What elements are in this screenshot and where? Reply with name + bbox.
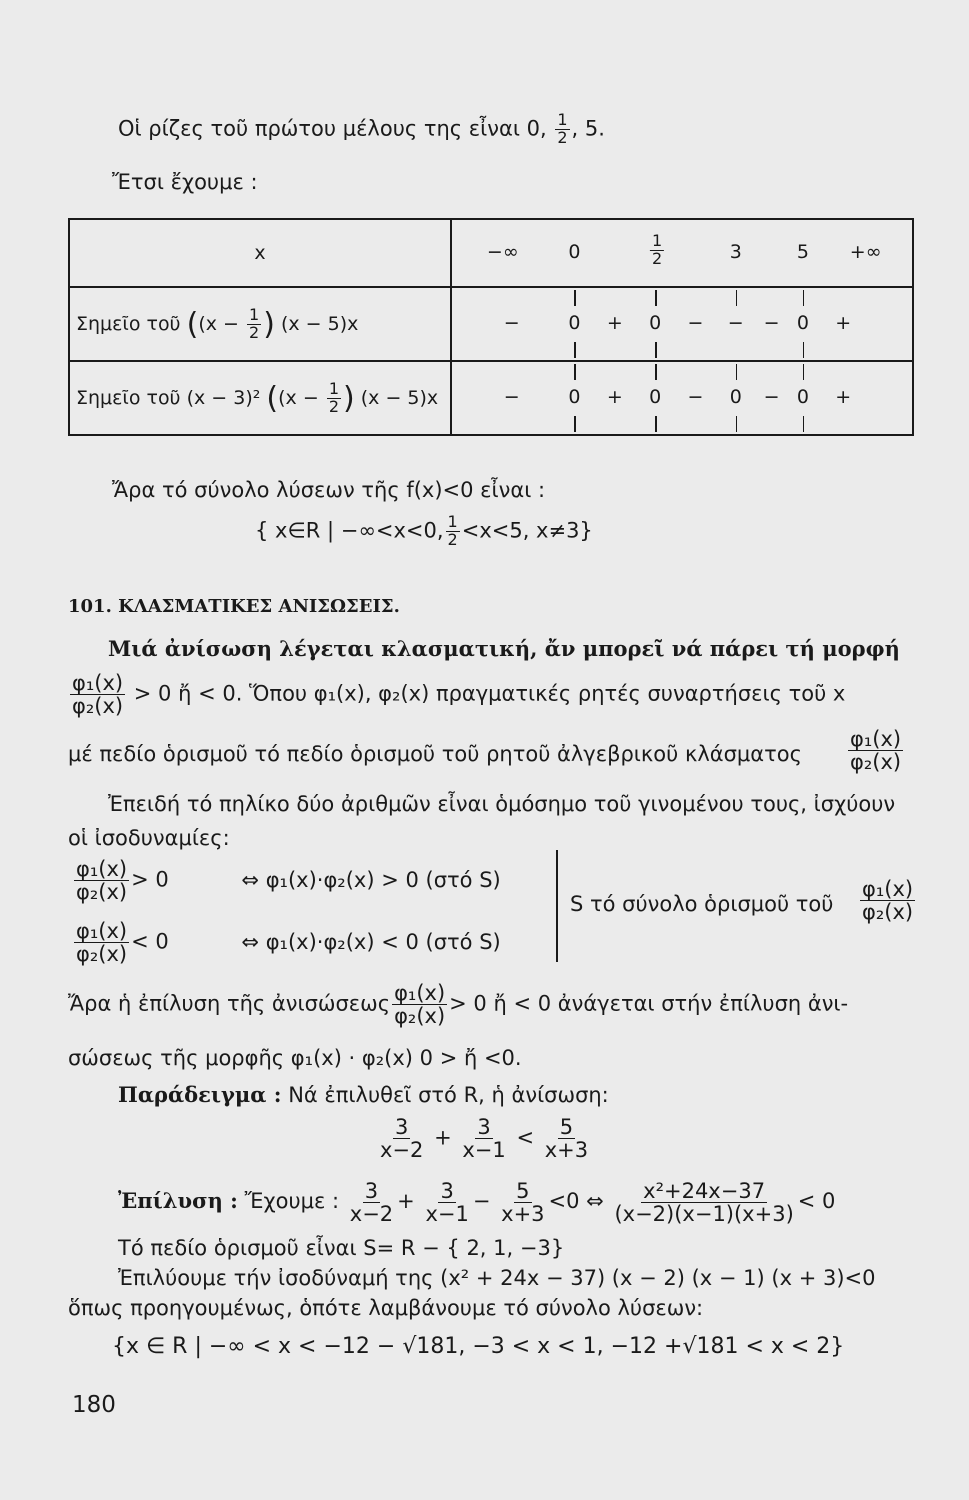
domain-fraction: $\frac{\text{φ₁(x)}}{\text{φ₂(x)}}$	[850, 727, 902, 775]
row2-sign: −	[687, 386, 704, 408]
row2-sign: −	[503, 386, 520, 408]
row1-sign: 0	[649, 312, 662, 334]
roots-fraction: $\frac{1}{2}$	[557, 110, 568, 147]
example-inequality: $\frac{3}{x-2}$ + $\frac{3}{x-1}$ < $\frac{5}{x+3}$	[380, 1115, 589, 1163]
row1-sign: +	[835, 312, 852, 334]
sign-table	[68, 218, 914, 436]
equivalence-2: $\frac{\text{φ₁(x)}}{\text{φ₂(x)}}$ < 0 ⇔ φ₁(x)·φ₂(x) < 0 (στό S)	[76, 919, 501, 967]
row2-sign: 0	[568, 386, 581, 408]
header-x-label: x	[69, 219, 451, 287]
solve-line: Ἐπιλύουμε τήν ἰσοδύναμή της (x² + 24x − 37) (x − 2) (x − 1) (x + 3)<0	[118, 1266, 876, 1290]
equivalence-1: $\frac{\text{φ₁(x)}}{\text{φ₂(x)}}$ > 0 ⇔ φ₁(x)·φ₂(x) > 0 (στό S)	[76, 857, 501, 905]
solution-text: Ἄρα τό σύνολο λύσεων τῆς f(x)<0 εἶναι :	[112, 478, 546, 502]
section-title: 101. ΚΛΑΣΜΑΤΙΚΕΣ ΑΝΙΣΩΣΕΙΣ.	[68, 596, 400, 617]
equivalence-divider	[556, 850, 558, 962]
row2-sign: 0	[649, 386, 662, 408]
row2-sign: +	[606, 386, 623, 408]
final-solution-set: {x ∈ R | −∞ < x < −12 − √181, −3 < x < 1, −12 +√181 < x < 2}	[112, 1334, 845, 1359]
header-values	[451, 219, 913, 287]
example-line: Παράδειγμα : Νά ἐπιλυθεῖ στό R, ἡ ἀνίσωση:	[118, 1082, 609, 1107]
row2-sign: −	[763, 386, 780, 408]
s-domain-fraction: $\frac{\text{φ₁(x)}}{\text{φ₂(x)}}$	[862, 877, 914, 925]
roots-line: Οἱ ρίζες τοῦ πρώτου μέλους της εἶναι 0, $\frac{1}{2}$ , 5.	[118, 110, 605, 147]
page-number: 180	[72, 1392, 116, 1418]
row2-label: Σημεῖο τοῦ (x − 3)² ((x − $\frac{1}{2}$ ) (x − 5)x	[69, 361, 451, 435]
reduction-line-2: σώσεως τῆς μορφῆς φ₁(x) · φ₂(x) 0 > ἤ <0.	[68, 1046, 522, 1070]
header-value-neg-inf: −∞	[486, 241, 519, 263]
definition-formula: $\frac{\text{φ₁(x)}}{\text{φ₂(x)}}$ > 0 ἤ < 0. Ὅπου φ₁(x), φ₂(x) πραγματικές ρητές συναρτήσεις τοῦ x	[72, 671, 846, 719]
row2-sign: 0	[796, 386, 809, 408]
sign-table-row-2	[69, 361, 913, 435]
solution-set: { x∈R | −∞<x<0, $\frac{1}{2}$ <x<5, x≠3}	[255, 512, 593, 549]
s-domain-text: S τό σύνολο ὁρισμοῦ τοῦ	[570, 892, 834, 916]
row1-sign: −	[503, 312, 520, 334]
row1-label: Σημεῖο τοῦ ((x − $\frac{1}{2}$ ) (x − 5)x	[69, 287, 451, 361]
header-value-0: 0	[568, 241, 581, 263]
reduction-line: Ἄρα ἡ ἐπίλυση τῆς ἀνισώσεως $\frac{\text{φ₁(x)}}{\text{φ₂(x)}}$ > 0 ἤ < 0 ἀνάγεται στήν ἐπίλυση ἀνι-	[68, 981, 849, 1029]
row1-sign: +	[606, 312, 623, 334]
header-value-half: $\frac{1}{2}$	[652, 231, 663, 268]
domain-line: Τό πεδίο ὁρισμοῦ εἶναι S= R − { 2, 1, −3}	[118, 1236, 565, 1260]
sign-table-header	[69, 219, 913, 287]
as-before-line: ὅπως προηγουμένως, ὁπότε λαμβάνουμε τό σύνολο λύσεων:	[68, 1296, 704, 1320]
row1-sign: −	[727, 312, 744, 334]
domain-text: μέ πεδίο ὁρισμοῦ τό πεδίο ὁρισμοῦ τοῦ ρητοῦ ἀλγεβρικοῦ κλάσματος	[68, 742, 802, 766]
solution-derivation: Ἐπίλυση : Ἔχουμε : $\frac{3}{x-2}$ + $\frac{3}{x-1}$ − $\frac{5}{x+3}$ <0 ⇔ $\frac{\text{x²+24x−37}}{(x-2)(x-1)(x+3)}$ < 0	[118, 1179, 836, 1227]
row2-sign: +	[835, 386, 852, 408]
row2-signs	[451, 361, 913, 435]
row1-sign: 0	[796, 312, 809, 334]
definition-text: Μιά ἀνίσωση λέγεται κλασματική, ἄν μπορεῖ νά πάρει τή μορφή	[108, 636, 900, 661]
equivalences-label: οἱ ἰσοδυναμίες:	[68, 826, 230, 850]
row1-sign: 0	[568, 312, 581, 334]
row1-sign: −	[687, 312, 704, 334]
header-value-3: 3	[729, 241, 742, 263]
since-text: Ἐπειδή τό πηλίκο δύο ἀριθμῶν εἶναι ὁμόσημο τοῦ γινομένου τους, ἰσχύουν	[108, 792, 896, 816]
row2-sign: 0	[729, 386, 742, 408]
row1-sign: −	[763, 312, 780, 334]
header-value-pos-inf: +∞	[849, 241, 882, 263]
row1-signs	[451, 287, 913, 361]
thus-line: Ἔτσι ἔχουμε :	[112, 170, 258, 194]
header-value-5: 5	[796, 241, 809, 263]
sign-table-row-1	[69, 287, 913, 361]
